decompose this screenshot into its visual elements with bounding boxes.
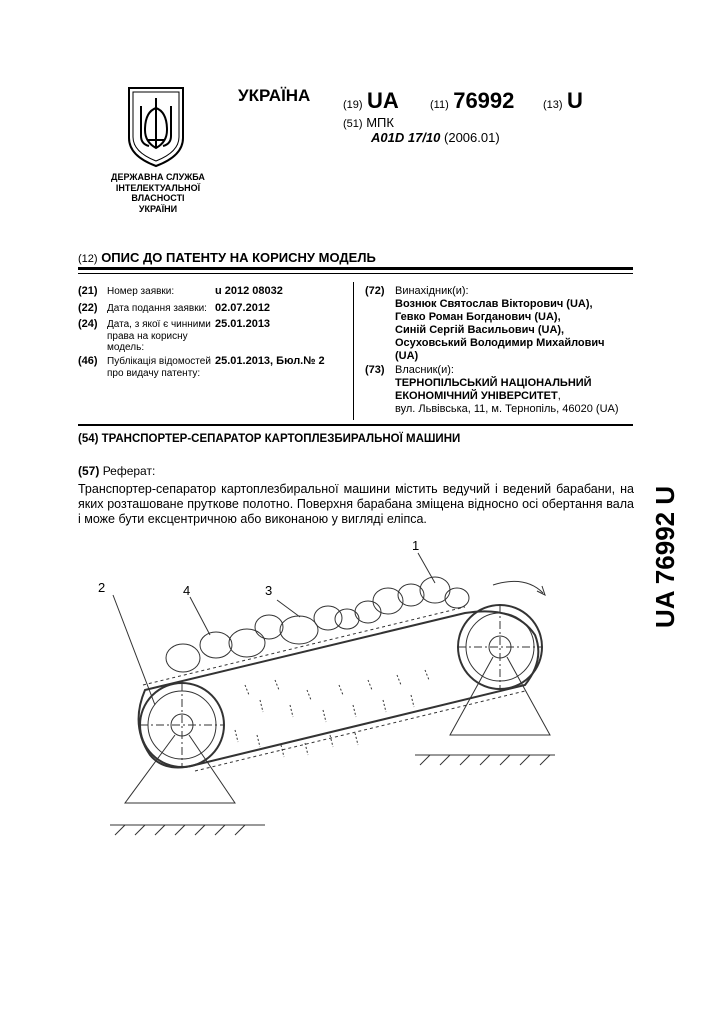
conveyor-figure (85, 535, 560, 840)
column-divider (353, 282, 354, 420)
field-label: Номер заявки: (107, 286, 175, 297)
owner-label: Власник(и): (395, 364, 454, 376)
owner-address: вул. Львівська, 11, м. Тернопіль, 46020 (UA) (395, 403, 619, 415)
effective-date: 25.01.2013 (215, 318, 271, 330)
country-name: УКРАЇНА (238, 86, 311, 105)
application-number: u 2012 08032 (215, 285, 283, 297)
publication-info: 25.01.2013, Бюл.№ 2 (215, 355, 325, 367)
divider (78, 424, 633, 426)
field-label: Дата подання заявки: (107, 303, 207, 314)
divider (78, 267, 633, 270)
inventor-name: Гевко Роман Богданович (UA), (395, 311, 561, 323)
abstract-text: Транспортер-сепаратор картоплезбиральної машини містить ведучий і ведений барабани, на яких розташоване пруткове полотно. Поверхня барабана зміщена відносно осі обертання вала і може бути ексцентричною або виконаною у вигляді еліпса. (78, 482, 634, 526)
patent-title: (54) ТРАНСПОРТЕР-СЕПАРАТОР КАРТОПЛЕЗБИРАЛЬНОЇ МАШИНИ (78, 433, 461, 445)
figure-label: 3 (265, 583, 273, 598)
coat-of-arms-emblem (125, 86, 187, 168)
patent-number-field: (11) 76992 (430, 88, 515, 113)
inventor-name: Осуховський Володимир Михайлович (395, 337, 605, 349)
field-label: Публікація відомостей про видачу патенту: (107, 356, 211, 379)
field-code: (24) (78, 318, 98, 330)
figure-label: 1 (412, 538, 420, 553)
agency-name: ДЕРЖАВНА СЛУЖБА ІНТЕЛЕКТУАЛЬНОЇ ВЛАСНОСТІ УКРАЇНИ (111, 172, 205, 214)
country-code-field: (19) UA (343, 88, 399, 113)
ipc-label: (51) МПК (343, 115, 394, 130)
inventor-name: Вознюк Святослав Вікторович (UA), (395, 298, 593, 310)
svg-text:UA 76992 U: UA 76992 U (650, 485, 680, 628)
field-code: (72) (365, 285, 385, 297)
figure-label: 2 (98, 580, 106, 595)
field-code: (22) (78, 302, 98, 314)
document-type: (12) ОПИС ДО ПАТЕНТУ НА КОРИСНУ МОДЕЛЬ (78, 250, 376, 265)
inventor-name: (UA) (395, 350, 419, 362)
kind-code-field: (13) U (543, 88, 583, 113)
inventors-label: Винахідник(и): (395, 285, 469, 297)
owner-name: ТЕРНОПІЛЬСЬКИЙ НАЦІОНАЛЬНИЙ (395, 377, 592, 389)
figure-label: 4 (183, 583, 191, 598)
inventors-block (395, 285, 605, 363)
field-code: (46) (78, 355, 98, 367)
field-code: (73) (365, 364, 385, 376)
field-label: Дата, з якої є чинними права на корисну модель: (107, 319, 211, 353)
inventor-name: Синій Сергій Васильович (UA), (395, 324, 565, 336)
abstract-label: (57) Реферат: (78, 464, 156, 478)
owner-name: ЕКОНОМІЧНИЙ УНІВЕРСИТЕТ (395, 390, 558, 402)
filing-date: 02.07.2012 (215, 302, 271, 314)
owner-block: Власник(и): ТЕРНОПІЛЬСЬКИЙ НАЦІОНАЛЬНИЙ ЕКОНОМІЧНИЙ УНІВЕРСИТЕТ, вул. Львівська, 11, м. Тернопіль, 46020 (UA) (395, 364, 619, 415)
divider (78, 273, 633, 274)
field-code: (21) (78, 285, 98, 297)
ipc-class: A01D 17/10 (2006.01) (371, 130, 500, 145)
side-patent-code (640, 470, 684, 630)
